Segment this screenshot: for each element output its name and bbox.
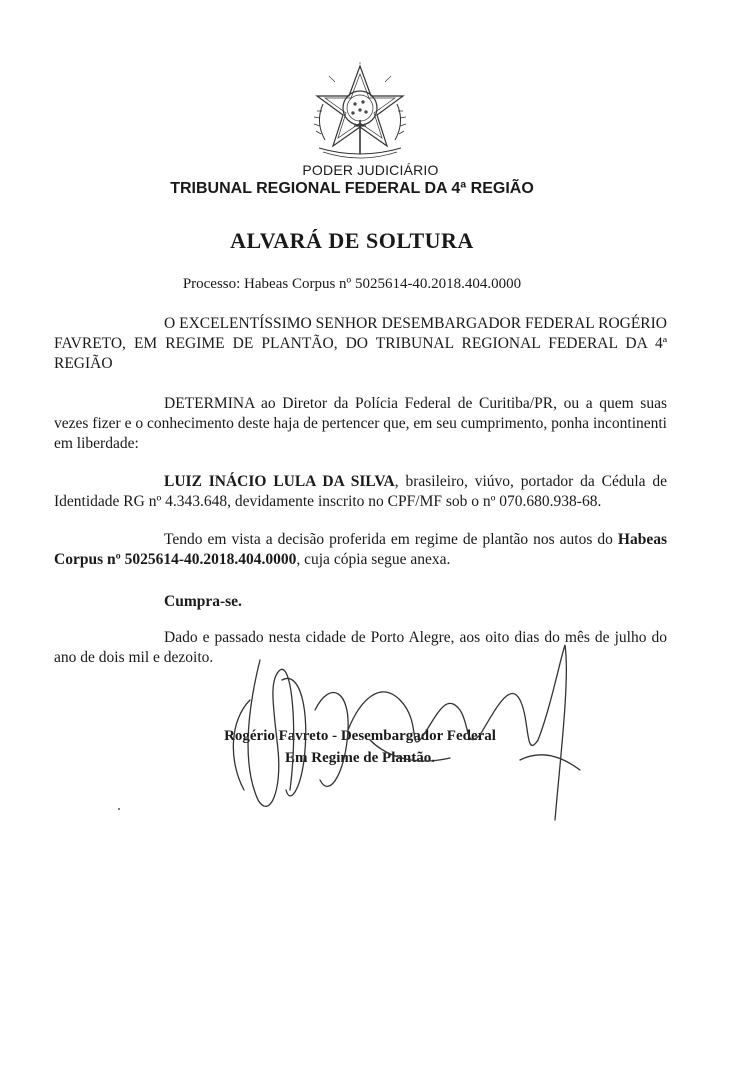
decision-lead: Tendo em vista a decisão proferida em regime de plantão nos autos do [164,531,618,548]
header-tribunal: TRIBUNAL REGIONAL FEDERAL DA 4ª REGIÃO [170,180,534,197]
signatory-regime: Em Regime de Plantão. [285,750,435,766]
decision-case: Habeas Corpus nº 5025614-40.2018.404.0000 [54,531,667,568]
header-judiciary: PODER JUDICIÁRIO [302,162,439,178]
subject-paragraph [54,472,667,512]
subject-details: , brasileiro, viúvo, portador da Cédula de Identidade RG nº 4.343.648, devidamente inscrito no CPF/MF sob o nº 070.680.938-68. [54,473,668,510]
subject-name: LUIZ INÁCIO LULA DA SILVA [164,473,395,490]
cumpra-se: Cumpra-se. [164,593,242,610]
process-number: Processo: Habeas Corpus nº 5025614-40.2018.404.0000 [182,276,522,292]
brazil-coat-of-arms-icon [305,62,415,162]
order-paragraph: DETERMINA ao Diretor da Polícia Federal de Curitiba/PR, ou a quem suas vezes fizer e o conhecimento deste haja de pertencer que, em seu cumprimento, ponha incontinenti em liberdade: [54,395,667,452]
handwritten-signature [220,640,600,830]
decision-paragraph [54,530,667,570]
date-paragraph: Dado e passado nesta cidade de Porto Alegre, aos oito dias do mês de julho do ano de dois mil e dezoito. [54,629,667,666]
document-title: ALVARÁ DE SOLTURA [230,228,474,253]
scan-speck [118,808,120,810]
intro-paragraph: O EXCELENTÍSSIMO SENHOR DESEMBARGADOR FEDERAL ROGÉRIO FAVRETO, EM REGIME DE PLANTÃO, DO TRIBUNAL REGIONAL FEDERAL DA 4ª REGIÃO [54,315,667,372]
decision-tail: , cuja cópia segue anexa. [296,551,451,568]
signatory-name: Rogério Favreto - Desembargador Federal [224,728,496,744]
